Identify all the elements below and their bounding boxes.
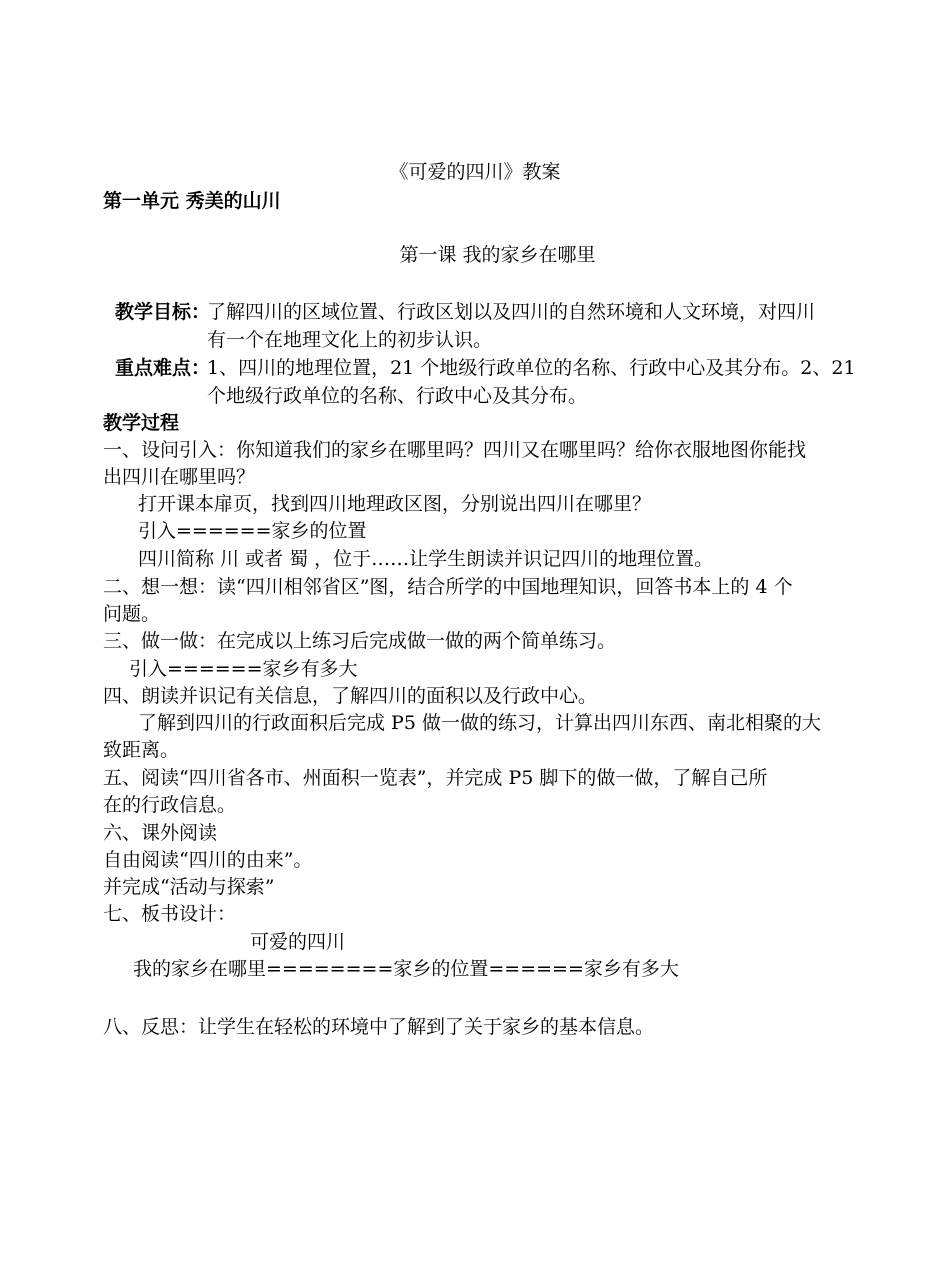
process-line: 七、板书设计：: [103, 903, 237, 925]
key-points-text-line-2: 个地级行政单位的名称、行政中心及其分布。: [207, 385, 588, 407]
process-line: 八、反思：让学生在轻松的环境中了解到了关于家乡的基本信息。: [103, 1016, 655, 1038]
objectives-text-line-1: 了解四川的区域位置、行政区划以及四川的自然环境和人文环境，对四川: [207, 301, 816, 323]
objectives-text-line-2: 有一个在地理文化上的初步认识。: [207, 329, 493, 351]
key-points-text-line-1: 1、四川的地理位置，21 个地级行政单位的名称、行政中心及其分布。2、21: [207, 357, 856, 379]
unit-heading: 第一单元 秀美的山川: [103, 190, 281, 212]
process-line: 四、朗读并识记有关信息，了解四川的面积以及行政中心。: [103, 685, 598, 707]
process-line: 问题。: [103, 603, 161, 625]
process-heading: 教学过程: [103, 412, 180, 434]
process-line: 四川简称 川 或者 蜀 ，位于……让学生朗读并识记四川的地理位置。: [138, 548, 714, 570]
board-design-line: 我的家乡在哪里========家乡的位置======家乡有多大: [133, 958, 679, 980]
lesson-title: 第一课 我的家乡在哪里: [399, 244, 596, 266]
process-line: 在的行政信息。: [103, 794, 237, 816]
process-line: 一、设问引入：你知道我们的家乡在哪里吗？四川又在哪里吗？给你衣服地图你能找: [103, 439, 807, 461]
process-line: 自由阅读“四川的由来”。: [103, 849, 313, 871]
process-line: 六、课外阅读: [103, 822, 218, 844]
process-line: 引入======家乡的位置: [138, 520, 367, 542]
process-line: 致距离。: [103, 739, 180, 761]
process-line: 五、阅读“四川省各市、州面积一览表”，并完成 P5 脚下的做一做，了解自己所: [103, 767, 768, 789]
key-points-label: 重点难点：: [115, 357, 211, 379]
process-line: 出四川在哪里吗？: [103, 466, 256, 488]
objectives-label: 教学目标：: [115, 301, 211, 323]
process-line: 并完成“活动与探索”: [103, 876, 275, 898]
document-title: 《可爱的四川》教案: [389, 161, 561, 183]
process-line: 引入======家乡有多大: [129, 658, 358, 680]
process-line: 三、做一做：在完成以上练习后完成做一做的两个简单练习。: [103, 630, 617, 652]
board-design-title: 可爱的四川: [250, 931, 346, 953]
process-line: 打开课本扉页，找到四川地理政区图，分别说出四川在哪里？: [138, 493, 652, 515]
process-line: 二、想一想：读“四川相邻省区”图，结合所学的中国地理知识，回答书本上的 4 个: [103, 576, 793, 598]
process-line: 了解到四川的行政面积后完成 P5 做一做的练习，计算出四川东西、南北相聚的大: [138, 712, 821, 734]
